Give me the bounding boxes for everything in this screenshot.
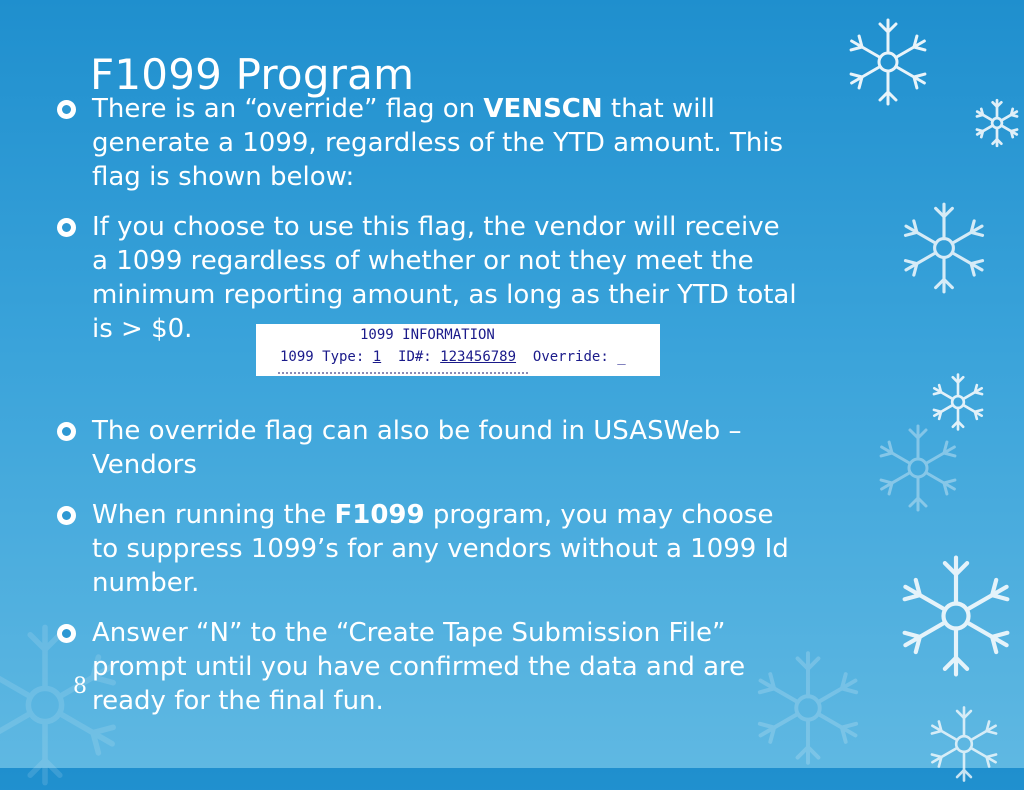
bullet-line: minimum reporting amount, as long as their YTD total	[92, 280, 797, 310]
type-value: 1	[372, 349, 382, 365]
override-value: _	[617, 349, 626, 365]
bullet-line: Answer “N” to the “Create Tape Submission File”	[92, 618, 726, 648]
bullet-line: to suppress 1099’s for any vendors without a 1099 Id	[92, 534, 789, 564]
bullet-line: Vendors	[92, 450, 197, 480]
screen-name: VENSCN	[483, 94, 603, 124]
bullet-item	[57, 92, 957, 194]
bullet-line: flag is shown below:	[92, 162, 355, 192]
bullet-item	[57, 498, 957, 600]
id-value: 123456789	[440, 349, 517, 365]
bullet-line: prompt until you have confirmed the data and are	[92, 652, 746, 682]
bullet-line: ready for the final fun.	[92, 686, 384, 716]
terminal-header: 1099 INFORMATION	[360, 327, 495, 343]
override-label: Override:	[516, 349, 618, 365]
slide-title: F1099 Program	[90, 50, 415, 100]
bullet-line: When running the F1099 program, you may choose	[92, 500, 774, 530]
bullet-ring-icon	[57, 100, 76, 119]
page-number: 8	[73, 674, 87, 699]
terminal-row	[280, 349, 626, 365]
bullet-line: generate a 1099, regardless of the YTD amount. This	[92, 128, 784, 158]
bullet-line: There is an “override” flag on VENSCN that will	[92, 94, 715, 124]
bullet-line: The override flag can also be found in USASWeb –	[92, 416, 742, 446]
bullet-ring-icon	[57, 422, 76, 441]
bullet-line: a 1099 regardless of whether or not they meet the	[92, 246, 754, 276]
bullet-line: number.	[92, 568, 200, 598]
type-label: 1099 Type:	[280, 349, 373, 365]
program-name: F1099	[334, 500, 425, 530]
cropped-row-fragment	[278, 372, 528, 376]
bullet-list	[57, 92, 957, 734]
bullet-ring-icon	[57, 218, 76, 237]
bullet-item	[57, 616, 957, 718]
bullet-ring-icon	[57, 624, 76, 643]
bullet-line: is > $0.	[92, 314, 193, 344]
bullet-ring-icon	[57, 506, 76, 525]
id-label: ID#:	[381, 349, 441, 365]
snowflake-icon	[972, 98, 1022, 148]
bullet-line: If you choose to use this flag, the vendor will receive	[92, 212, 780, 242]
bullet-item	[57, 414, 957, 482]
terminal-screenshot	[256, 324, 660, 376]
